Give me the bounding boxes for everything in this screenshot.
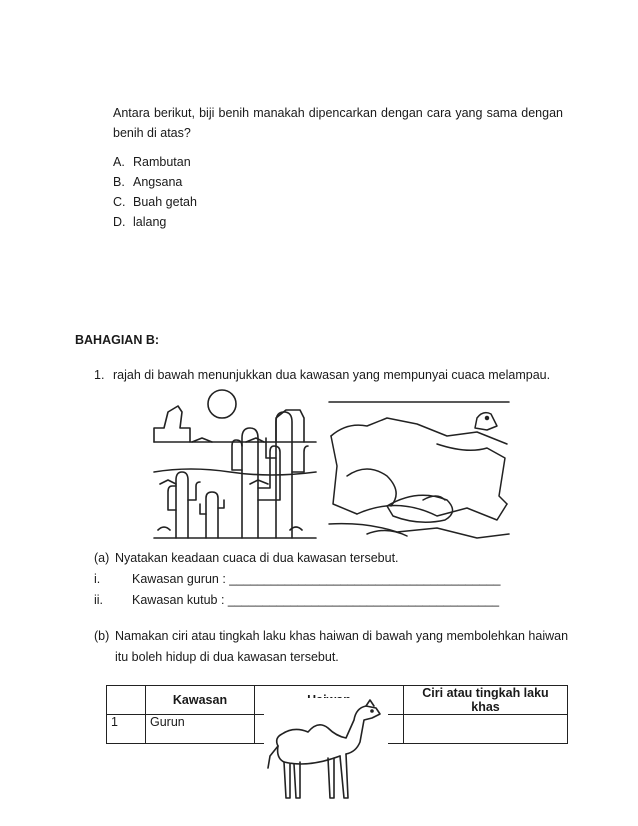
desert-illustration <box>150 388 320 550</box>
option-d <box>113 213 166 231</box>
part-a-text: Nyatakan keadaan cuaca di dua kawasan tersebut. <box>115 551 399 565</box>
cell-number: 1 <box>107 715 146 744</box>
desert-scene-icon <box>150 388 320 550</box>
part-b-line-2: itu boleh hidup di dua kawasan tersebut. <box>115 650 339 664</box>
item-text: Kawasan gurun : _______________________________________ <box>132 572 501 586</box>
camel-illustration <box>264 698 388 804</box>
answer-kutub <box>94 591 499 609</box>
camel-icon <box>264 698 388 804</box>
polar-illustration <box>327 396 510 546</box>
option-a <box>113 153 191 171</box>
option-label: B. <box>113 175 125 189</box>
question-number: 1. <box>94 368 105 382</box>
item-text: Kawasan kutub : _______________________________________ <box>132 593 500 607</box>
header-ciri: Ciri atau tingkah laku khas <box>404 686 568 715</box>
polar-scene-icon <box>327 396 510 546</box>
part-b-label: (b) <box>94 629 110 643</box>
item-label: ii. <box>94 593 104 607</box>
question-1 <box>94 366 550 384</box>
option-label: D. <box>113 215 126 229</box>
section-heading: BAHAGIAN B: <box>75 333 160 347</box>
part-b-line-1: Namakan ciri atau tingkah laku khas haiwan di bawah yang membolehkan haiwan <box>115 629 569 643</box>
option-label: C. <box>113 195 126 209</box>
question-line-1: Antara berikut, biji benih manakah dipencarkan dengan cara yang sama dengan <box>113 106 563 120</box>
option-b <box>113 173 182 191</box>
item-label: i. <box>94 572 101 586</box>
header-number <box>107 686 146 715</box>
header-kawasan: Kawasan <box>146 686 255 715</box>
question-text: rajah di bawah menunjukkan dua kawasan yang mempunyai cuaca melampau. <box>113 368 551 382</box>
option-text: Rambutan <box>133 155 191 169</box>
option-text: lalang <box>133 215 167 229</box>
part-a-label: (a) <box>94 551 110 565</box>
option-text: Buah getah <box>133 195 197 209</box>
answer-gurun <box>94 570 500 588</box>
cell-kawasan: Gurun <box>146 715 255 744</box>
cell-ciri <box>404 715 568 744</box>
question-line-2: benih di atas? <box>113 126 191 140</box>
option-text: Angsana <box>133 175 183 189</box>
option-c <box>113 193 197 211</box>
part-b <box>94 627 569 645</box>
part-a <box>94 549 399 567</box>
option-label: A. <box>113 155 125 169</box>
